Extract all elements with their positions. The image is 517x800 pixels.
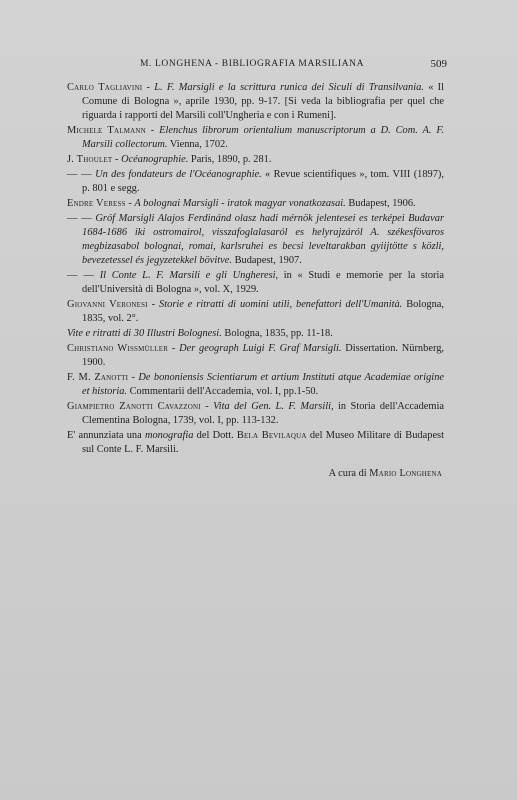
entry-separator: -	[112, 153, 122, 165]
signature-prefix: A cura di	[328, 467, 370, 479]
note-person: Bela Bevilaqua	[236, 430, 307, 441]
entry-author: — —	[67, 169, 92, 180]
entry-author: J. Thoulet	[67, 153, 113, 165]
entry-separator: -	[128, 372, 139, 383]
bibliography-entry	[67, 153, 444, 167]
entry-details: Bologna, 1835, vol. 2°.	[82, 298, 445, 324]
entry-details: Budapest, 1907.	[232, 254, 302, 266]
signature-name: Mario Longhena	[369, 467, 442, 479]
entry-separator: -	[125, 198, 135, 209]
bibliography-entry	[67, 269, 444, 297]
bibliography-entry	[67, 298, 444, 326]
entry-title: Un des fondateurs de l'Océanographie.	[95, 169, 262, 180]
entry-details: Budapest, 1906.	[345, 198, 416, 209]
entry-author: Carlo Tagliavini	[67, 82, 143, 93]
entry-details: « Il Comune di Bologna », aprile 1930, pp. 9-17. [Si veda la bibliografia per quel che riguarda i rapporti del Marsili coll'Ungheria e con i Rumeni].	[82, 82, 444, 121]
entry-author: Christiano Wissmüller	[67, 343, 169, 354]
signature	[67, 467, 444, 481]
entry-details: Paris, 1890, p. 281.	[188, 153, 272, 165]
entry-author: — —	[67, 269, 95, 281]
bibliography-entry	[67, 212, 444, 268]
entry-separator: -	[142, 82, 155, 93]
entry-author: Michele Talmann	[67, 124, 146, 136]
entry-author: F. M. Zanotti	[67, 372, 129, 383]
entry-author: — —	[67, 213, 92, 225]
entry-separator: -	[145, 124, 160, 136]
entry-details: Dissertation. Nürnberg, 1900.	[82, 343, 445, 368]
entry-author: Endre Veress	[67, 198, 126, 209]
entry-details: « Revue scientifiques », tom. VIII (1897), p. 801 e segg.	[82, 169, 444, 194]
entry-separator: -	[168, 343, 180, 354]
bibliography-entry	[67, 342, 444, 370]
entry-title: Storie e ritratti di uomini utili, benefattori dell'Umanità.	[159, 298, 403, 310]
entry-details: Commentarii dell'Accademia, vol. I, pp.1-50.	[127, 385, 319, 397]
announcement-note	[67, 429, 444, 457]
bibliography-entry	[67, 81, 444, 123]
bibliography-entry	[67, 168, 444, 196]
entry-author: Giovanni Veronesi	[67, 298, 148, 310]
entry-title: L. F. Marsigli e la scrittura runica dei Siculi di Transilvania.	[154, 82, 424, 93]
entry-title: A bolognai Marsigli - iratok magyar vonatkozasai.	[134, 198, 346, 209]
entry-details: Vienna, 1702.	[167, 138, 228, 150]
note-text: E' annunziata una	[67, 430, 145, 441]
entry-title: Gróf Marsigli Alajos Ferdinánd olasz hadi mérnök jelentesei es terképei Budavar 1684-1686 iki ostromairol, visszafoglalasaról es helyrajzáról A. székesfövaros megbizasabol bolognai, romai, karlsruhei es becsi leveltarakban gyiijtötte s közli, bevezetessel és jegyzetekkel bövitve.	[82, 213, 444, 266]
entry-separator: -	[200, 401, 214, 412]
entry-title: Vite e ritratti di 30 Illustri Bolognesi.	[67, 327, 222, 339]
entry-author: Giampietro Zanotti Cavazzoni	[67, 401, 201, 412]
entry-details: in « Studi e memorie per la storia dell'Università di Bologna », vol. X, 1929.	[82, 269, 444, 295]
bibliography-entry	[67, 197, 444, 211]
bibliography-entry	[67, 371, 444, 399]
entry-title: De bononiensis Scientiarum et artium Instituti atque Academiae origine et historia.	[82, 372, 445, 397]
bibliography-list	[67, 81, 444, 481]
entry-details: in Storia dell'Accademia Clementina Bologna, 1739, vol. I, pp. 113-132.	[82, 401, 444, 426]
running-header	[0, 59, 517, 73]
entry-title: Océanographie.	[121, 153, 189, 165]
entry-title: Vita del Gen. L. F. Marsili,	[213, 401, 334, 412]
bibliography-entry	[67, 124, 444, 152]
bibliography-entry	[67, 400, 444, 428]
entry-title: Il Conte L. F. Marsili e gli Ungheresi,	[99, 269, 279, 281]
entry-title: Elenchus librorum orientalium manuscriptorum a D. Com. A. F. Marsili collectorum.	[82, 124, 444, 150]
entry-title: Der geograph Luigi F. Graf Marsigli.	[179, 343, 342, 354]
page-number: 509	[430, 58, 447, 70]
running-title: M. LONGHENA - BIBLIOGRAFIA MARSILIANA	[140, 59, 365, 69]
entry-separator: -	[147, 298, 160, 310]
note-text-3: del Museo Militare di Budapest sul Conte L. F. Marsili.	[82, 430, 444, 455]
bibliography-entry	[67, 327, 444, 341]
note-italic: monografia	[144, 430, 194, 441]
note-text-2: del Dott.	[193, 430, 237, 441]
entry-details: Bologna, 1835, pp. 11-18.	[221, 327, 333, 339]
